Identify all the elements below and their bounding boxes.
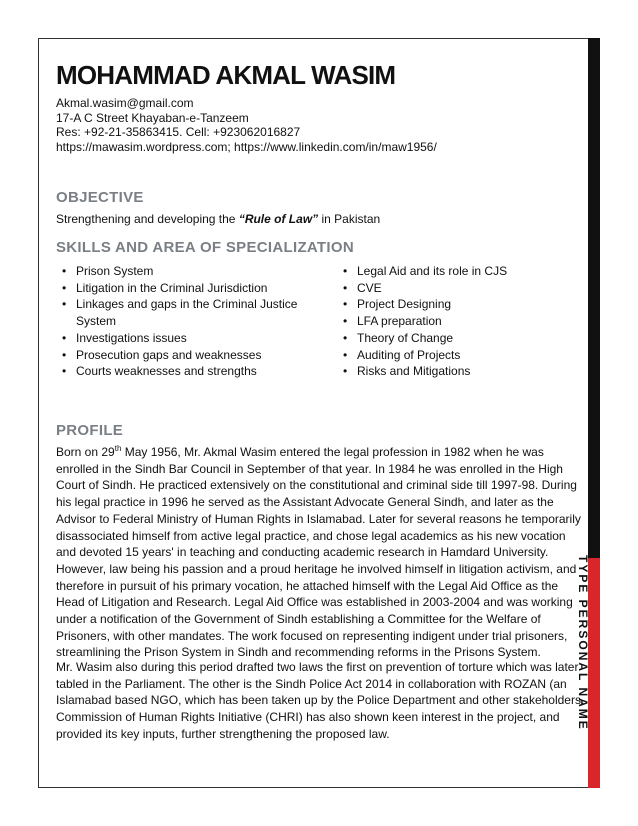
list-item: • Linkages and gaps in the Criminal Justice System: [58, 296, 308, 329]
side-name-text: TYPE PERSONAL NAME: [576, 554, 590, 731]
list-item: • Risks and Mitigations: [339, 363, 569, 380]
list-item: • Legal Aid and its role in CJS: [339, 263, 569, 280]
list-item: • Investigations issues: [58, 330, 308, 347]
list-item: • Theory of Change: [339, 330, 569, 347]
list-item: • Litigation in the Criminal Jurisdiction: [58, 280, 308, 297]
contact-block: [56, 96, 437, 154]
profile-p1-rest: May 1956, Mr. Akmal Wasim entered the legal profession in 1982 when he was enrolled in the Sindh Bar Council in September of that year. In 1984 he was enrolled in the High Court of Sindh. He practiced extensively on the constitutional and criminal side till 1997-98. During his legal practice in 1996 he served as the Assistant Advocate General Sindh, and later as the Advisor to Federal Ministry of Human Rights in Islamabad. Later for several reasons he temporarily disassociated himself from active legal practice, and chose legal academics as his new vocation and devoted 15 years' in teaching and conducting academic research in Hamdard University. However, law being his passion and a proud heritage he involved himself in litigation activism, and therefore in pursuit of his primary vocation, he attached himself with the Legal Aid Office as the Head of Litigation and Research. Legal Aid Office was established in 2003-2004 and was working under a notification of the Government of Sindh establishing a Committee for the Welfare of Prisoners, with other mandates. The work focused on representing indigent under trial prisoners, streamlining the Prison System in Sindh and recommending reforms in the Prisons System.: [56, 445, 581, 660]
objective-text-after: in Pakistan: [318, 212, 381, 226]
objective-text-before: Strengthening and developing the: [56, 212, 239, 226]
skills-list-right: [339, 263, 569, 380]
skills-heading: SKILLS AND AREA OF SPECIALIZATION: [56, 239, 354, 256]
profile-paragraph-2: Mr. Wasim also during this period drafted two laws the first on prevention of torture which was later tabled in the Parliament. The other is the Sindh Police Act 2014 in collaboration with ROZAN (an Islamabad based NGO, which has been taken up by the Police Department and other stakeholders. Commission of Human Rights Initiative (CHRI) has also shown keen interest in the project, and provided its key inputs, further strengthening the proposed law.: [56, 660, 585, 741]
list-item: • Auditing of Projects: [339, 347, 569, 364]
contact-phone: Res: +92-21-35863415. Cell: +923062016827: [56, 125, 301, 139]
skills-list-left: [58, 263, 308, 380]
resume-name: MOHAMMAD AKMAL WASIM: [56, 60, 396, 90]
list-item: • CVE: [339, 280, 569, 297]
list-item: • Project Designing: [339, 296, 569, 313]
objective-heading: OBJECTIVE: [56, 189, 144, 206]
list-item: • Prosecution gaps and weaknesses: [58, 347, 308, 364]
contact-email[interactable]: Akmal.wasim@gmail.com: [56, 96, 194, 110]
objective-text: [56, 212, 380, 226]
profile-heading: PROFILE: [56, 422, 124, 439]
list-item: • Courts weaknesses and strengths: [58, 363, 308, 380]
list-item: • Prison System: [58, 263, 308, 280]
profile-paragraph-1: [56, 444, 586, 661]
contact-links[interactable]: https://mawasim.wordpress.com; https://www.linkedin.com/in/maw1956/: [56, 139, 437, 154]
profile-p1-sup: th: [114, 444, 122, 453]
profile-p1-start: Born on 29: [56, 445, 115, 459]
contact-address: 17-A C Street Khayaban-e-Tanzeem: [56, 110, 249, 125]
list-item: • LFA preparation: [339, 313, 569, 330]
objective-emphasis: “Rule of Law”: [238, 212, 319, 226]
side-bar-black: [588, 38, 600, 558]
